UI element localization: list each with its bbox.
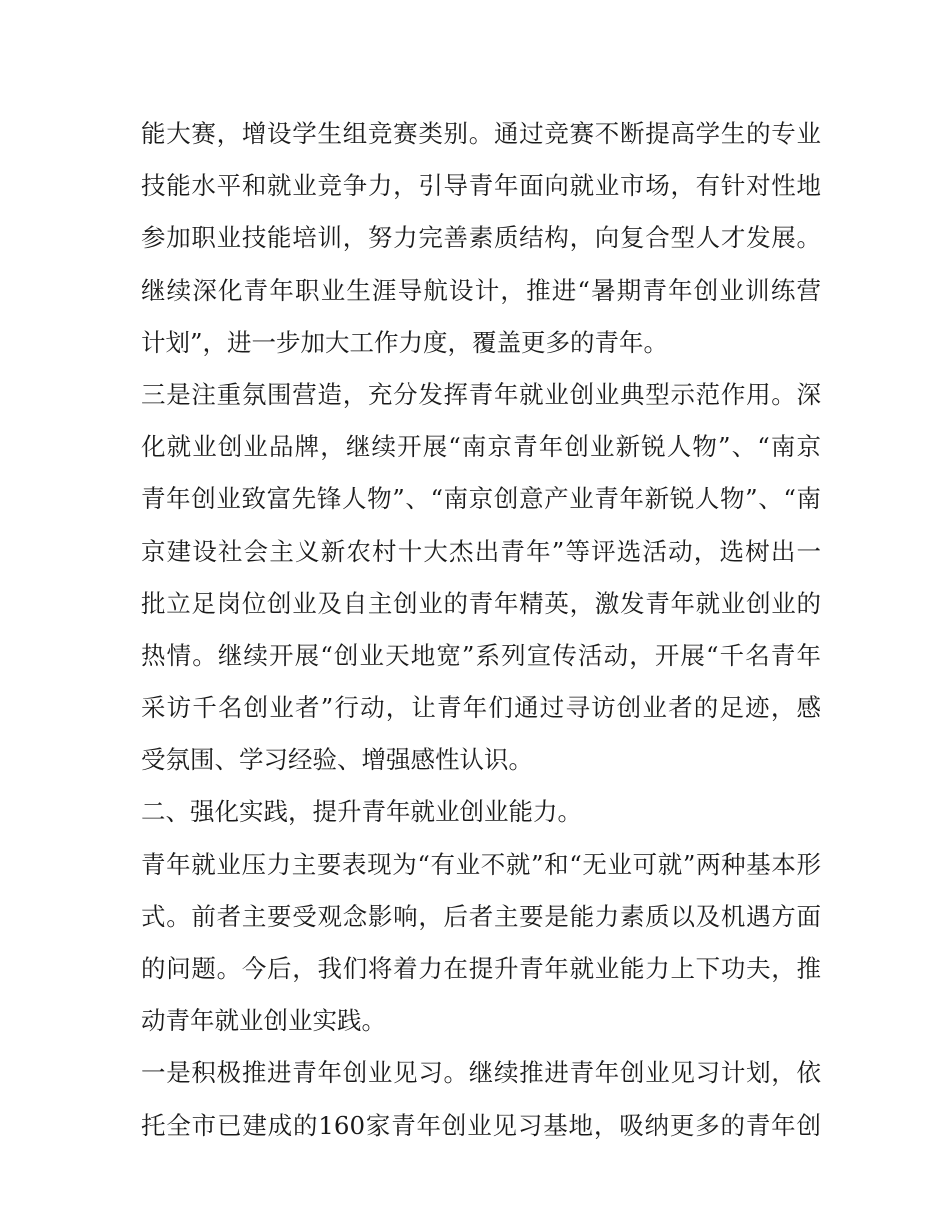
text-line: 一是积极推进青年创业见习。继续推进青年创业见习计划，依 <box>141 1058 821 1088</box>
text-line: 化就业创业品牌，继续开展“南京青年创业新锐人物”、“南京 <box>141 432 821 462</box>
text-line: 技能水平和就业竞争力，引导青年面向就业市场，有针对性地 <box>141 171 821 201</box>
body-text <box>141 108 821 1152</box>
text-line: 能大赛，增设学生组竞赛类别。通过竞赛不断提高学生的专业 <box>141 119 821 148</box>
text-line: 计划”，进一步加大工作力度，覆盖更多的青年。 <box>141 327 669 357</box>
text-line: 动青年就业创业实践。 <box>141 1006 386 1036</box>
text-line: 热情。继续开展“创业天地宽”系列宣传活动，开展“千名青年 <box>141 640 821 670</box>
text-line: 批立足岗位创业及自主创业的青年精英，激发青年就业创业的 <box>141 588 821 618</box>
text-line: 的问题。今后，我们将着力在提升青年就业能力上下功夫，推 <box>141 954 821 983</box>
text-line: 受氛围、学习经验、增强感性认识。 <box>141 745 533 775</box>
text-line: 继续深化青年职业生涯导航设计，推进“暑期青年创业训练营 <box>141 275 821 305</box>
text-line: 二、强化实践，提升青年就业创业能力。 <box>141 797 582 827</box>
text-line: 托全市已建成的160家青年创业见习基地，吸纳更多的青年创 <box>141 1110 821 1140</box>
text-line: 参加职业技能培训，努力完善素质结构，向复合型人才发展。 <box>141 223 821 253</box>
text-line: 京建设社会主义新农村十大杰出青年”等评选活动，选树出一 <box>141 536 821 566</box>
text-line: 三是注重氛围营造，充分发挥青年就业创业典型示范作用。深 <box>141 379 821 409</box>
text-line: 式。前者主要受观念影响，后者主要是能力素质以及机遇方面 <box>141 901 821 931</box>
text-line: 青年就业压力主要表现为“有业不就”和“无业可就”两种基本形 <box>141 849 821 879</box>
text-line: 采访千名创业者”行动，让青年们通过寻访创业者的足迹，感 <box>141 693 821 723</box>
text-line: 青年创业致富先锋人物”、“南京创意产业青年新锐人物”、“南 <box>141 484 821 514</box>
